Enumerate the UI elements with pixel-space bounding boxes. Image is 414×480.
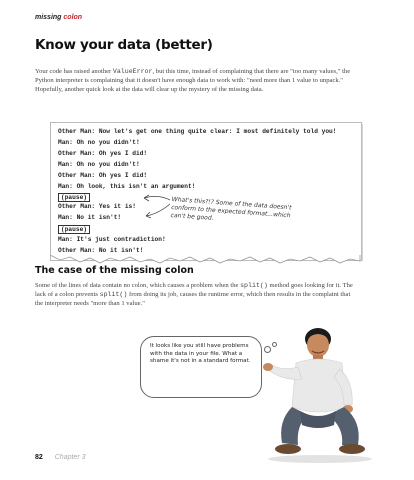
crouching-man-photo (258, 325, 378, 465)
chapter-label: Chapter 3 (54, 454, 86, 461)
section-tag-word1: missing (35, 14, 62, 21)
annotation-arrow-icon (140, 192, 174, 222)
intro-text-1: Your code has raised another (35, 68, 113, 75)
data-line: Other Man: Oh yes I did! (58, 172, 148, 179)
data-line: Man: Oh no you didn't! (58, 161, 140, 168)
handwritten-annotation: What's this?!? Some of the data doesn't conform to the expected format...which can't be good. (170, 196, 292, 222)
body-text-2: method goes looking for it. The lack of a colon prevents (35, 282, 353, 299)
intro-text-2: , but this time, instead of complaining that there are "too many values," the Python interpreter is complaining that it doesn't have enough data to work with: "need more than 1 value to unpack." Hopefully, another quick look at the data will clear up the mystery of the missing data. (35, 68, 351, 94)
body-text-3: from doing its job, causes the runtime error, which then results in the complaint that the interpreter needs "more than 1 value." (35, 291, 351, 308)
body-paragraph (35, 281, 353, 309)
pause-box: (pause) (58, 225, 90, 234)
data-line: Man: No it isn't! (58, 214, 122, 221)
pause-line (58, 225, 90, 234)
intro-code: ValueError (112, 68, 153, 75)
pause-line (58, 193, 90, 202)
section-subtitle: The case of the missing colon (35, 265, 194, 276)
body-code-1: split() (240, 282, 268, 289)
body-code-2: split() (99, 291, 128, 299)
section-tag (35, 14, 82, 21)
data-line: Other Man: Oh yes I did! (58, 150, 148, 157)
body-text-1: Some of the lines of data contain no colon, which causes a problem when the (35, 282, 241, 289)
page-number: 82 (35, 454, 43, 461)
data-line: Other Man: No it isn't! (58, 247, 144, 254)
page-title: Know your data (better) (35, 37, 213, 53)
intro-paragraph (35, 67, 353, 95)
thought-bubble-text: It looks like you still have problems with the data in your file. What a shame it's not in a standard format. (150, 343, 251, 364)
section-tag-word2: colon (63, 14, 83, 21)
torn-edge (50, 255, 364, 265)
page-footer (35, 454, 86, 461)
pause-box: (pause) (58, 193, 90, 202)
data-line: Man: It's just contradiction! (58, 236, 166, 243)
data-line: Other Man: Yes it is! (58, 203, 136, 210)
data-line: Man: Oh no you didn't! (58, 139, 140, 146)
data-line: Man: Oh look, this isn't an argument! (58, 183, 196, 190)
data-line: Other Man: Now let's get one thing quite clear: I most definitely told you! (58, 128, 337, 135)
